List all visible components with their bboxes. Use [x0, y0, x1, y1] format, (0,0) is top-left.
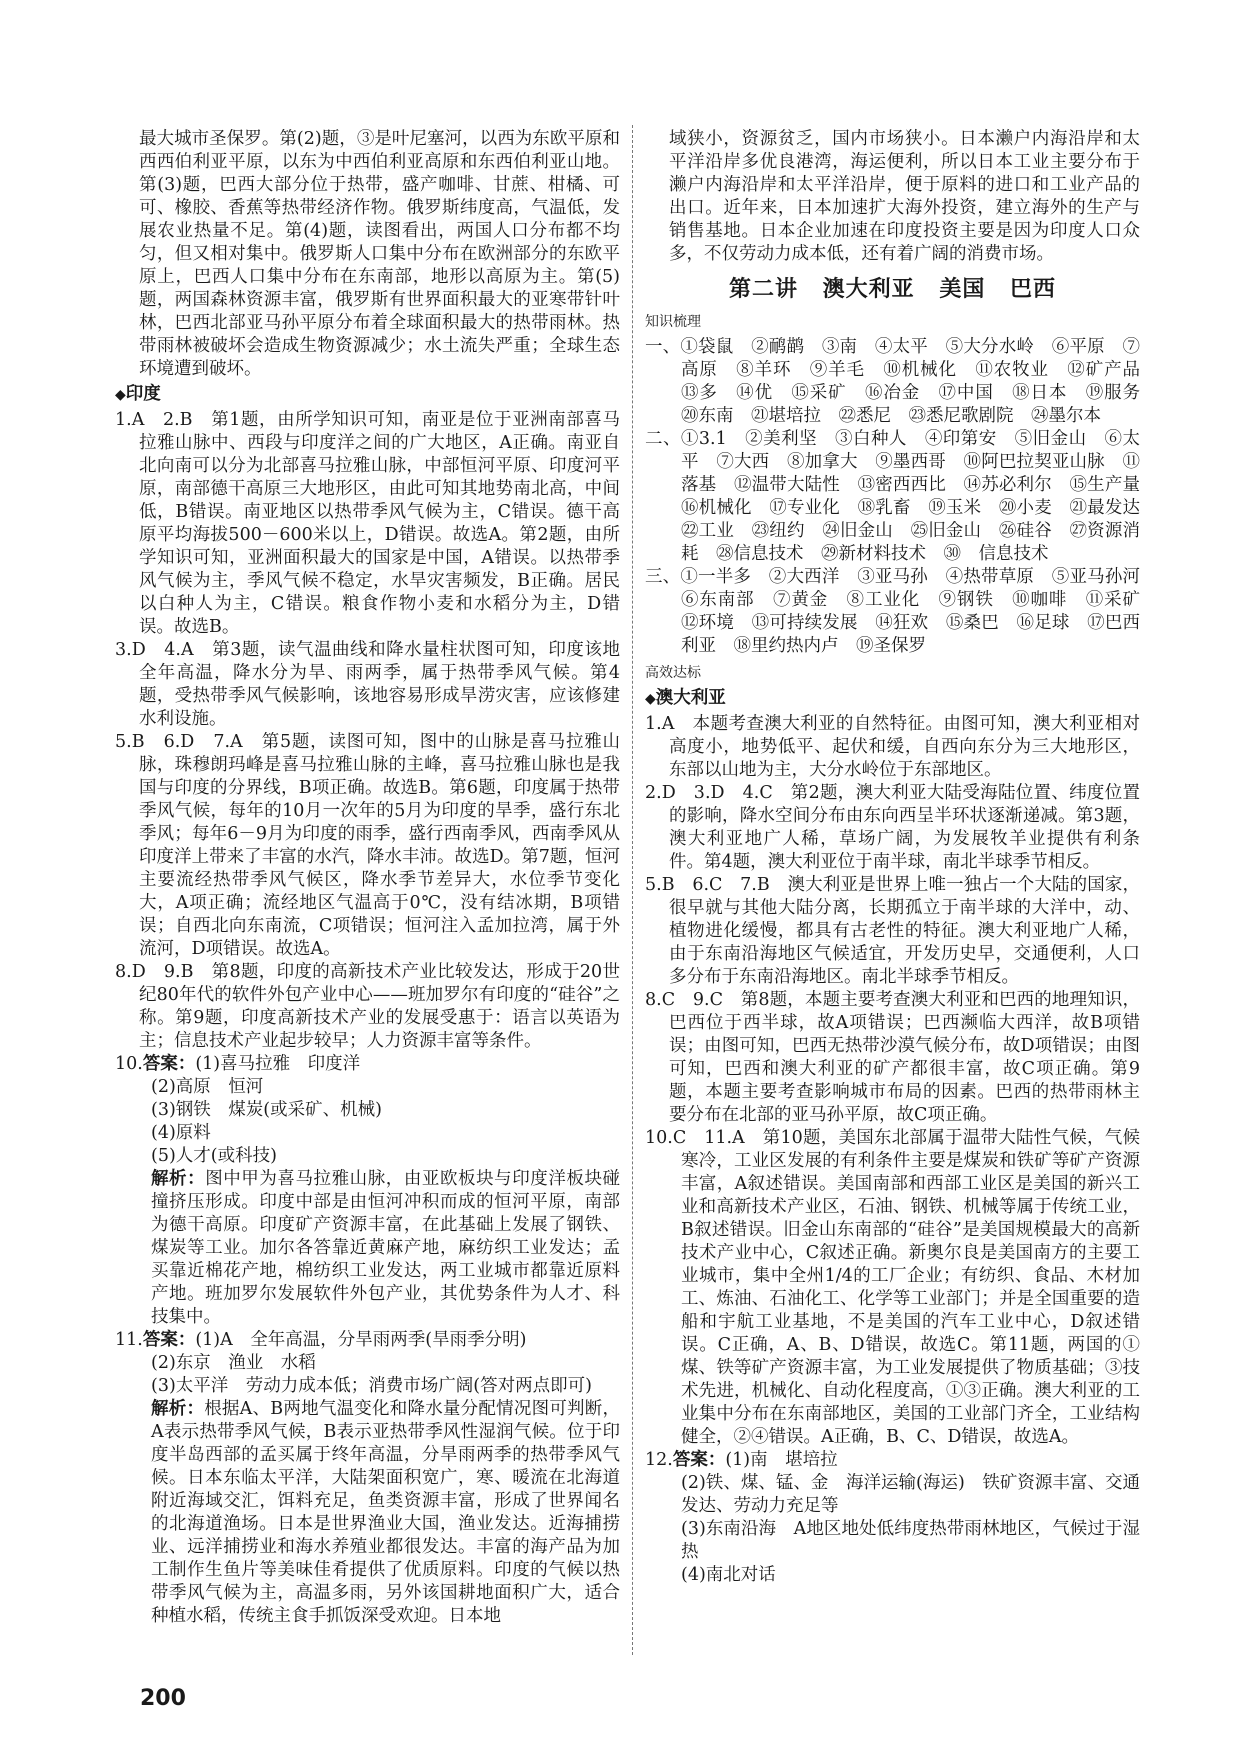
answer-item [645, 1449, 1140, 1472]
answer-item: 5.B 6.C 7.B 澳大利亚是世界上唯一独占一个大陆的国家，很早就与其他大陆分离，长期孤立于南半球的大洋中，动、植物进化缓慢，都具有古老性的特征。澳大利亚地广人稀，由于东南沿海地区气候适宜，开发历史早，交通便利，人口多分布于东南沿海地区。南北半球季节相反。 [645, 875, 1140, 987]
answer-text: (1)A 全年高温，分旱雨两季(旱雨季分明) [195, 1330, 527, 1350]
paragraph: 域狭小，资源贫乏，国内市场狭小。日本濑户内海沿岸和太平洋沿岸多优良港湾，海运便利，所以日本工业主要分布于濑户内海沿岸和太平洋沿岸，便于原料的进口和工业产品的出口。近年来，日本加速扩大海外投资，建立海外的生产与销售基地。日本企业加速在印度投资主要是因为印度人口众多，不仅劳动力成本低，还有着广阔的消费市场。 [669, 129, 1140, 264]
knowledge-item: 三、①一半多 ②大西洋 ③亚马孙 ④热带草原 ⑤亚马孙河 ⑥东南部 ⑦黄金 ⑧工业化 ⑨钢铁 ⑩咖啡 ⑪采矿 ⑫环境 ⑬可持续发展 ⑭狂欢 ⑮桑巴 ⑯足球 ⑰巴西利亚 ⑱里约热内卢 ⑲圣保罗 [645, 567, 1158, 656]
lecture-title [645, 278, 1140, 301]
answer-line: (2)铁、煤、锰、金 海洋运输(海运) 铁矿资源丰富、交通发达、劳动力充足等 [681, 1473, 1140, 1516]
knowledge-item: 一、①袋鼠 ②鸸鹋 ③南 ④太平 ⑤大分水岭 ⑥平原 ⑦高原 ⑧羊环 ⑨羊毛 ⑩机械化 ⑪农牧业 ⑫矿产品 ⑬多 ⑭优 ⑮采矿 ⑯冶金 ⑰中国 ⑱日本 ⑲服务 ⑳东南 ㉑堪培拉 ㉒悉尼 ㉓悉尼歌剧院 ㉔墨尔本 [645, 337, 1158, 426]
answer-line: (4)南北对话 [681, 1565, 776, 1585]
explanation [115, 1168, 620, 1329]
knowledge-label: 知识梳理 [645, 314, 701, 330]
answer-label: 答案： [672, 1450, 726, 1470]
answer-item: 3.D 4.A 第3题，读气温曲线和降水量柱状图可知，印度该地全年高温，降水分为旱、雨两季，属于热带季风气候。第4题，受热带季风气候影响，该地容易形成旱涝灾害，应该修建水利设施。 [115, 640, 620, 729]
answer-label: 答案： [142, 1330, 196, 1350]
section-heading-india [115, 383, 620, 407]
answer-label: 答案： [142, 1054, 196, 1074]
answer-text: (1)喜马拉雅 印度洋 [195, 1054, 361, 1074]
lecture-title-part: 澳大利亚 [822, 277, 915, 302]
answer-item: 8.D 9.B 第8题，印度的高新技术产业比较发达，形成于20世纪80年代的软件外包产业中心——班加罗尔有印度的“硅谷”之称。第9题，印度高新技术产业的发展受惠于：语言以英语为主；信息技术产业起步较早；人力资源丰富等条件。 [115, 962, 620, 1051]
explanation-label: 解析： [151, 1169, 206, 1189]
answer-text: (1)南 堪培拉 [725, 1450, 838, 1470]
effective-label: 高效达标 [645, 665, 701, 681]
item-number: 11. [115, 1330, 143, 1350]
explanation [115, 1398, 620, 1628]
answer-line: (2)高原 恒河 [151, 1077, 264, 1097]
explanation-text: 图中甲为喜马拉雅山脉，由亚欧板块与印度洋板块碰撞挤压形成。印度中部是由恒河冲积而成的恒河平原，南部为德干高原。印度矿产资源丰富，在此基础上发展了钢铁、煤炭等工业。加尔各答靠近黄麻产地，麻纺织工业发达；孟买靠近棉花产地，棉纺织工业发达，两工业城市都靠近原料产地。班加罗尔发展软件外包产业，其优势条件为人才、科技集中。 [151, 1169, 621, 1327]
answer-item: 2.D 3.D 4.C 第2题，澳大利亚大陆受海陆位置、纬度位置的影响，降水空间分布由东向西呈半环状逐渐递减。第3题，澳大利亚地广人稀，草场广阔，为发展牧羊业提供有利条件。第4题，澳大利亚位于南半球，南北半球季节相反。 [645, 783, 1140, 872]
knowledge-item: 二、①3.1 ②美利坚 ③白种人 ④印第安 ⑤旧金山 ⑥太平 ⑦大西 ⑧加拿大 ⑨墨西哥 ⑩阿巴拉契亚山脉 ⑪落基 ⑫温带大陆性 ⑬密西西比 ⑭苏必利尔 ⑮生产量 ⑯机械化 ⑰专业化 ⑱乳畜 ⑲玉米 ⑳小麦 ㉑最发达 ㉒工业 ㉓纽约 ㉔旧金山 ㉕旧金山 ㉖硅谷 ㉗资源消耗 ㉘信息技术 ㉙新材料技术 ㉚ 信息技术 [645, 429, 1158, 564]
item-number: 10. [115, 1054, 143, 1074]
explanation-label: 解析： [151, 1399, 205, 1419]
diamond-icon: ◆ [115, 387, 126, 403]
lecture-title-part: 美国 [939, 277, 986, 302]
item-number: 12. [645, 1450, 673, 1470]
right-column [645, 128, 1158, 1587]
answer-line: (2)东京 渔业 水稻 [151, 1353, 316, 1373]
section-heading-text: 印度 [125, 384, 161, 404]
lecture-title-part: 第二讲 [728, 277, 798, 302]
answer-item: 10.C 11.A 第10题，美国东北部属于温带大陆性气候，气候寒冷，工业区发展的有利条件主要是煤炭和铁矿等矿产资源丰富，A叙述错误。美国南部和西部工业区是美国的新兴工业和高新技术产业区，石油、钢铁、机械等属于传统工业，B叙述错误。旧金山东南部的“硅谷”是美国规模最大的高新技术产业中心，C叙述正确。新奥尔良是美国南方的主要工业城市，集中全州1/4的工厂企业；有纺织、食品、木材加工、炼油、石油化工、化学等工业部门；并是全国重要的造船和宇航工业基地，不是美国的汽车工业中心，D叙述错误。C正确，A、B、D错误，故选C。第11题，两国的①煤、铁等矿产资源丰富，为工业发展提供了物质基础；③技术先进，机械化、自动化程度高，①③正确。澳大利亚的工业集中分布在东南部地区，美国的工业部门齐全，工业结构健全，②④错误。A正确，B、C、D错误，故选A。 [645, 1128, 1140, 1447]
answer-line: (3)钢铁 煤炭(或采矿、机械) [151, 1100, 382, 1120]
diamond-icon: ◆ [645, 691, 656, 707]
section-heading-australia [645, 687, 1140, 711]
answer-item: 8.C 9.C 第8题，本题主要考查澳大利亚和巴西的地理知识，巴西位于西半球，故A项错误；巴西濒临大西洋，故B项错误；由图可知，巴西无热带沙漠气候分布，故D项错误；由图可知，巴西和澳大利亚的矿产都很丰富，故C项正确。第9题，本题主要考查影响城市布局的因素。巴西的热带雨林主要分布在北部的亚马孙平原，故C项正确。 [645, 990, 1140, 1125]
answer-line: (4)原料 [151, 1123, 211, 1143]
answer-item: 1.A 本题考查澳大利亚的自然特征。由图可知，澳大利亚相对高度小，地势低平、起伏和缓，自西向东分为三大地形区，东部以山地为主，大分水岭位于东部地区。 [645, 714, 1140, 780]
answer-item [115, 1329, 620, 1352]
answer-line: (3)东南沿海 A地区地处低纬度热带雨林地区，气候过于湿热 [681, 1519, 1140, 1562]
paragraph: 最大城市圣保罗。第(2)题，③是叶尼塞河，以西为东欧平原和西西伯利亚平原，以东为中西伯利亚高原和东西伯利亚山地。第(3)题，巴西大部分位于热带，盛产咖啡、甘蔗、柑橘、可可、橡胶、香蕉等热带经济作物。俄罗斯纬度高，气温低，发展农业热量不足。第(4)题，读图看出，两国人口分布都不均匀，但又相对集中。俄罗斯人口集中分布在欧洲部分的东欧平原上，巴西人口集中分布在东南部，地形以高原为主。第(5)题，两国森林资源丰富，俄罗斯有世界面积最大的亚寒带针叶林，巴西北部亚马孙平原分布着全球面积最大的热带雨林。热带雨林被破坏会造成生物资源减少；水土流失严重；全球生态环境遭到破坏。 [139, 129, 620, 379]
left-column [115, 128, 620, 1628]
column-divider [632, 125, 634, 1655]
answer-item [115, 1053, 620, 1076]
explanation-text: 根据A、B两地气温变化和降水量分配情况图可判断，A表示热带季风气候，B表示亚热带季风性湿润气候。位于印度半岛西部的孟买属于终年高温，分旱雨两季的热带季风气候。日本东临太平洋，大陆架面积宽广，寒、暖流在北海道附近海域交汇，饵料充足，鱼类资源丰富，形成了世界闻名的北海道渔场。日本是世界渔业大国，渔业发达。近海捕捞业、远洋捕捞业和海水养殖业都很发达。丰富的海产品为加工制作生鱼片等美味佳肴提供了优质原料。印度的气候以热带季风气候为主，高温多雨，另外该国耕地面积广大，适合种植水稻，传统主食手抓饭深受欢迎。日本地 [151, 1399, 621, 1626]
answer-item: 1.A 2.B 第1题，由所学知识可知，南亚是位于亚洲南部喜马拉雅山脉中、西段与印度洋之间的广大地区，A正确。南亚自北向南可以分为北部喜马拉雅山脉，中部恒河平原、印度河平原，南部德干高原三大地形区，由此可知其地势南北高，中间低，B错误。南亚地区以热带季风气候为主，C错误。德干高原平均海拔500－600米以上，D错误。故选A。第2题，由所学知识可知，亚洲面积最大的国家是中国，A错误。以热带季风气候为主，季风气候不稳定，水旱灾害频发，B正确。居民以白种人为主，C错误。粮食作物小麦和水稻分为主，D错误。故选B。 [115, 410, 620, 637]
lecture-title-part: 巴西 [1010, 277, 1057, 302]
answer-item: 5.B 6.D 7.A 第5题，读图可知，图中的山脉是喜马拉雅山脉，珠穆朗玛峰是喜马拉雅山脉的主峰，喜马拉雅山脉也是我国与印度的分界线，B项正确。故选B。第6题，印度属于热带季风气候，每年的10月一次年的5月为印度的旱季，盛行东北季风；每年6－9月为印度的雨季，盛行西南季风，西南季风从印度洋上带来了丰富的水汽，降水丰沛。故选D。第7题，恒河主要流经热带季风气候区，降水季节差异大，水位季节变化大，A项正确；流经地区气温高于0℃，没有结冰期，B项错误；自西北向东南流，C项错误；恒河注入孟加拉湾，属于外流河，D项错误。故选A。 [115, 732, 620, 959]
answer-line: (5)人才(或科技) [151, 1146, 277, 1166]
answer-line: (3)太平洋 劳动力成本低；消费市场广阔(答对两点即可) [151, 1376, 592, 1396]
section-heading-text: 澳大利亚 [655, 688, 726, 708]
page-number: 200 [140, 1686, 186, 1711]
